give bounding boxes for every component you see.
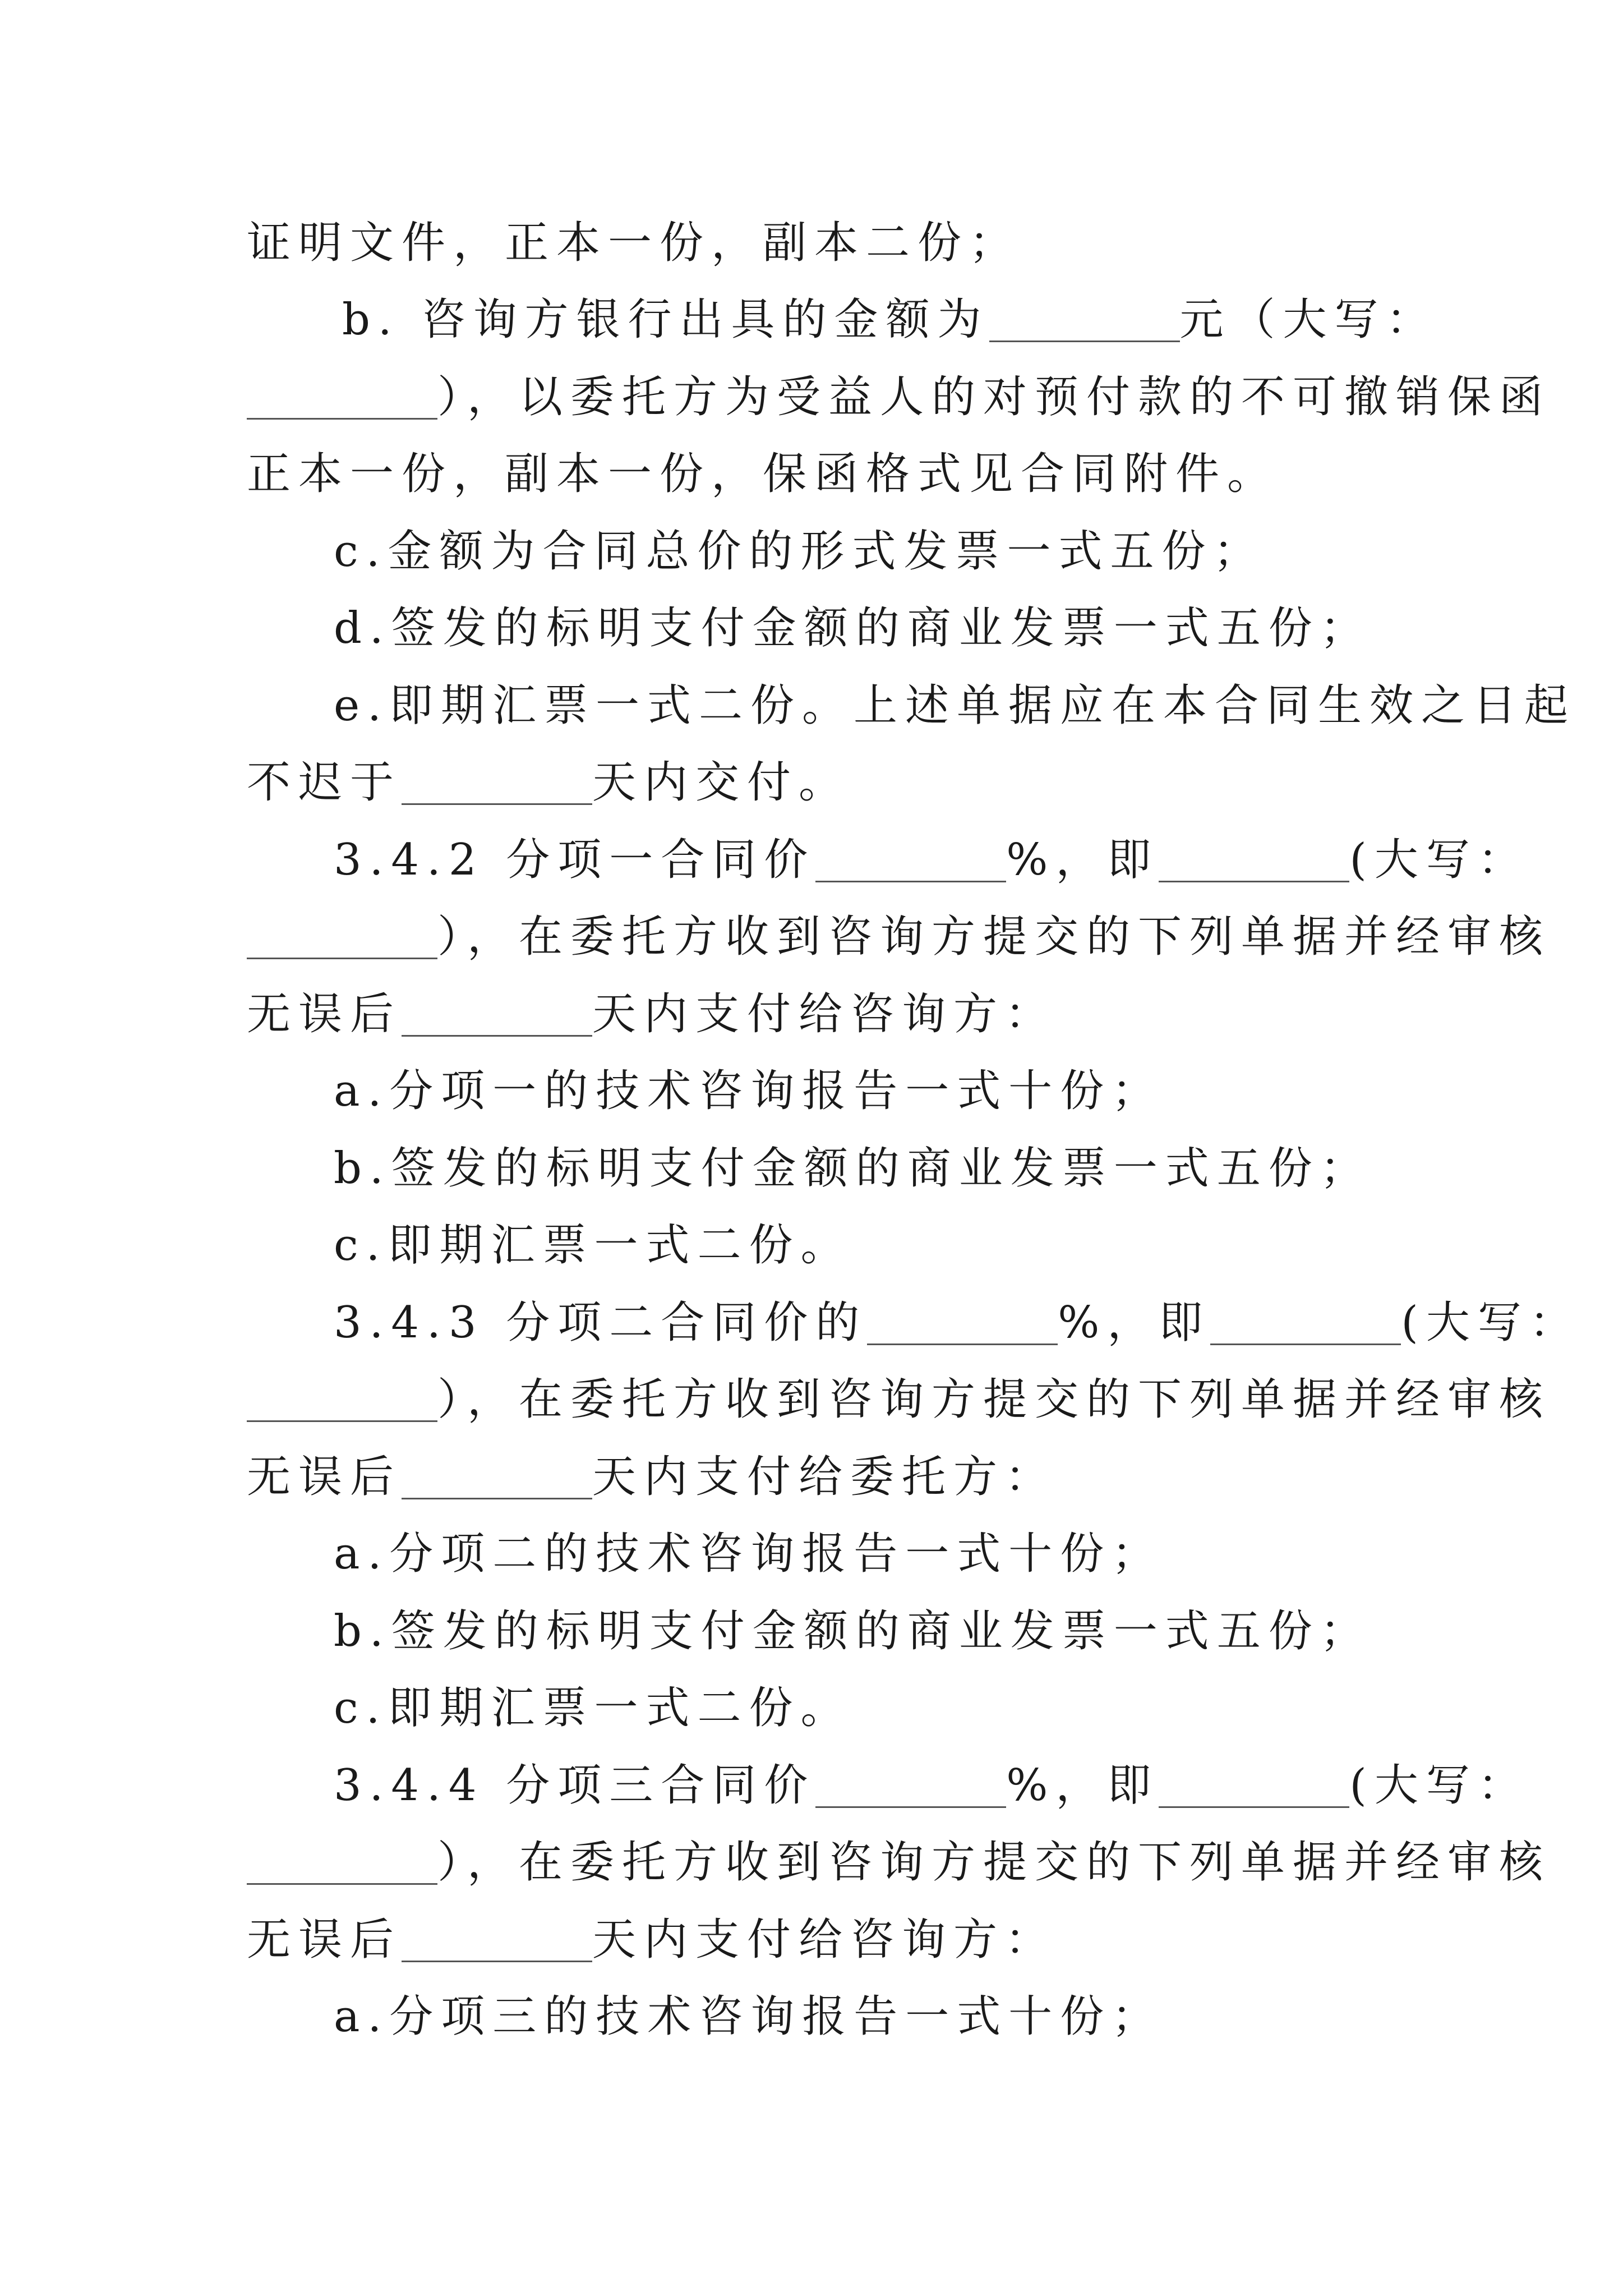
paragraph-line: b.签发的标明支付金额的商业发票一式五份；	[334, 1143, 1372, 1194]
fill-blank	[247, 913, 437, 959]
fill-blank	[815, 836, 1006, 882]
paragraph-line: a.分项三的技术咨询报告一式十份；	[334, 1991, 1164, 2042]
paragraph-line: 3.4.2 分项一合同价 %，即 (大写：	[334, 835, 1529, 885]
paragraph-line: 正本一份，副本一份，保函格式见合同附件。	[247, 449, 1279, 499]
paragraph-line: a.分项一的技术咨询报告一式十份；	[334, 1066, 1164, 1116]
fill-blank	[1159, 836, 1349, 882]
paragraph-line: ），在委托方收到咨询方提交的下列单据并经审核	[0, 900, 1623, 973]
paragraph-line: 无误后 天内支付给咨询方：	[247, 989, 1057, 1039]
paragraph-line: 证明文件，正本一份，副本二份；	[247, 218, 1021, 268]
paragraph-line: a.分项二的技术咨询报告一式十份；	[334, 1529, 1164, 1579]
paragraph-line: ），在委托方收到咨询方提交的下列单据并经审核	[0, 1826, 1623, 1899]
paragraph-line: ），在委托方收到咨询方提交的下列单据并经审核	[0, 1363, 1623, 1436]
paragraph-line: d.签发的标明支付金额的商业发票一式五份；	[334, 603, 1372, 654]
paragraph-line: c.即期汇票一式二份。	[334, 1683, 852, 1733]
paragraph-line: b.签发的标明支付金额的商业发票一式五份；	[334, 1606, 1372, 1657]
fill-blank	[1210, 1299, 1401, 1345]
fill-blank	[247, 1838, 437, 1885]
fill-blank	[402, 990, 592, 1037]
paragraph-line: 3.4.3 分项二合同价的 %，即 (大写：	[334, 1297, 1581, 1348]
fill-blank	[989, 296, 1180, 342]
fill-blank	[402, 1916, 592, 1962]
paragraph-line: 不迟于 天内交付。	[247, 757, 851, 808]
paragraph-line: c.金额为合同总价的形式发票一式五份；	[334, 526, 1265, 577]
paragraph-line: e.即期汇票一式二份。上述单据应在本合同生效之日起	[334, 680, 1576, 731]
paragraph-line: 3.4.4 分项三合同价 %，即 (大写：	[334, 1760, 1529, 1811]
paragraph-line: b. 咨询方银行出具的金额为 元（大写：	[342, 295, 1438, 345]
fill-blank	[247, 373, 437, 420]
fill-blank	[867, 1299, 1058, 1345]
paragraph-line: ），以委托方为受益人的对预付款的不可撤销保函	[0, 361, 1623, 434]
paragraph-line: 无误后 天内支付给咨询方：	[247, 1915, 1057, 1965]
fill-blank	[402, 758, 592, 805]
fill-blank	[402, 1453, 592, 1499]
paragraph-line: c.即期汇票一式二份。	[334, 1220, 852, 1271]
paragraph-line: 无误后 天内支付给委托方：	[247, 1452, 1057, 1502]
fill-blank	[815, 1761, 1006, 1808]
fill-blank	[247, 1375, 437, 1422]
fill-blank	[1159, 1761, 1349, 1808]
